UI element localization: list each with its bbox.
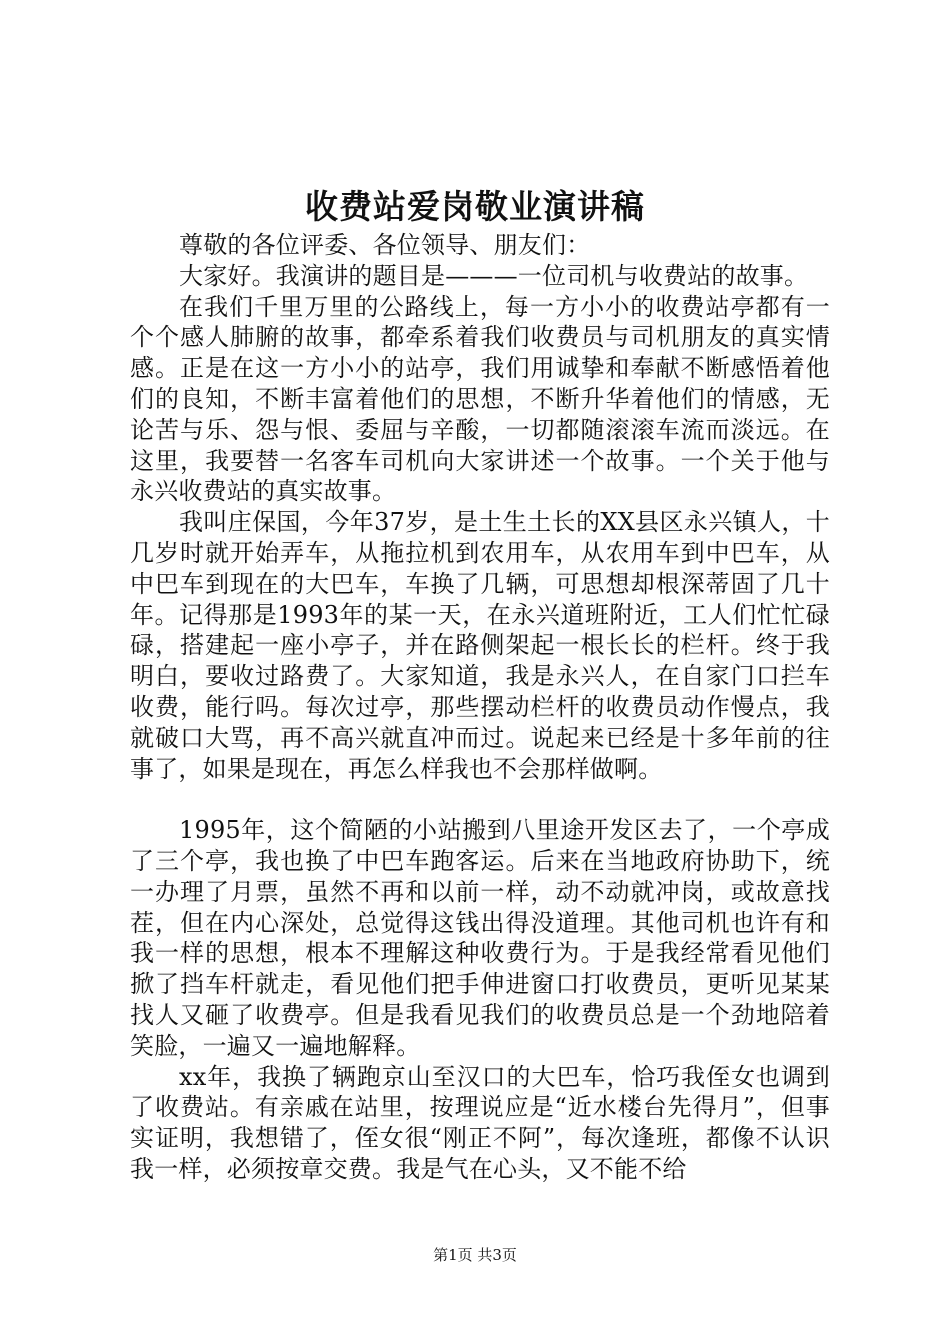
paragraph-greeting: 大家好。我演讲的题目是———一位司机与收费站的故事。 <box>179 261 809 290</box>
paragraph-story-1995: 1995年，这个简陋的小站搬到八里途开发区去了，一个亭成了三个亭，我也换了中巴车跑客运。后来在当地政府协助下，统一办理了月票，虽然不再和以前一样，动不动就冲岗，或故意找茬，但在内心深处，总觉得这钱出得没道理。其他司机也许有和我一样的思想，根本不理解这种收费行为。于是我经常看见他们掀了挡车杆就走，看见他们把手伸进窗口打收费员，更听见某某找人又砸了收费亭。但是我看见我们的收费员总是一个劲地陪着笑脸，一遍又一遍地解释。 <box>130 816 830 1060</box>
paragraph-story-xx: xx年，我换了辆跑京山至汉口的大巴车，恰巧我侄女也调到了收费站。有亲戚在站里，按理说应是“近水楼台先得月”，但事实证明，我想错了，侄女很“刚正不阿”，每次逢班，都像不认识我一样，必须按章交费。我是气在心头，又不能不给 <box>130 1062 830 1183</box>
document-body <box>130 230 830 1185</box>
document-title: 收费站爱岗敬业演讲稿 <box>305 187 645 226</box>
paragraph-salutation: 尊敬的各位评委、各位领导、朋友们： <box>179 231 591 259</box>
paragraph-spacer <box>130 784 830 815</box>
paragraph-story-1993: 我叫庄保国，今年37岁，是土生土长的XX县区永兴镇人，十几岁时就开始弄车，从拖拉机到农用车，从农用车到中巴车，从中巴车到现在的大巴车，车换了几辆，可思想却根深蒂固了几十年。记得那是1993年的某一天，在永兴道班附近，工人们忙忙碌碌，搭建起一座小亭子，并在路侧架起一根长长的栏杆。终于我明白，要收过路费了。大家知道，我是永兴人，在自家门口拦车收费，能行吗。每次过亭，那些摆动栏杆的收费员动作慢点，我就破口大骂，再不高兴就直冲而过。说起来已经是十多年前的往事了，如果是现在，再怎么样我也不会那样做啊。 <box>130 508 830 783</box>
paragraph-introduction: 在我们千里万里的公路线上，每一方小小的收费站亭都有一个个感人肺腑的故事，都牵系着我们收费员与司机朋友的真实情感。正是在这一方小小的站亭，我们用诚挚和奉献不断感悟着他们的良知，不断丰富着他们的思想，不断升华着他们的情感，无论苦与乐、怨与恨、委屈与辛酸，一切都随滚滚车流而淡远。在这里，我要替一名客车司机向大家讲述一个故事。一个关于他与永兴收费站的真实故事。 <box>130 292 830 506</box>
page-footer: 第1页 共3页 <box>433 1246 517 1264</box>
